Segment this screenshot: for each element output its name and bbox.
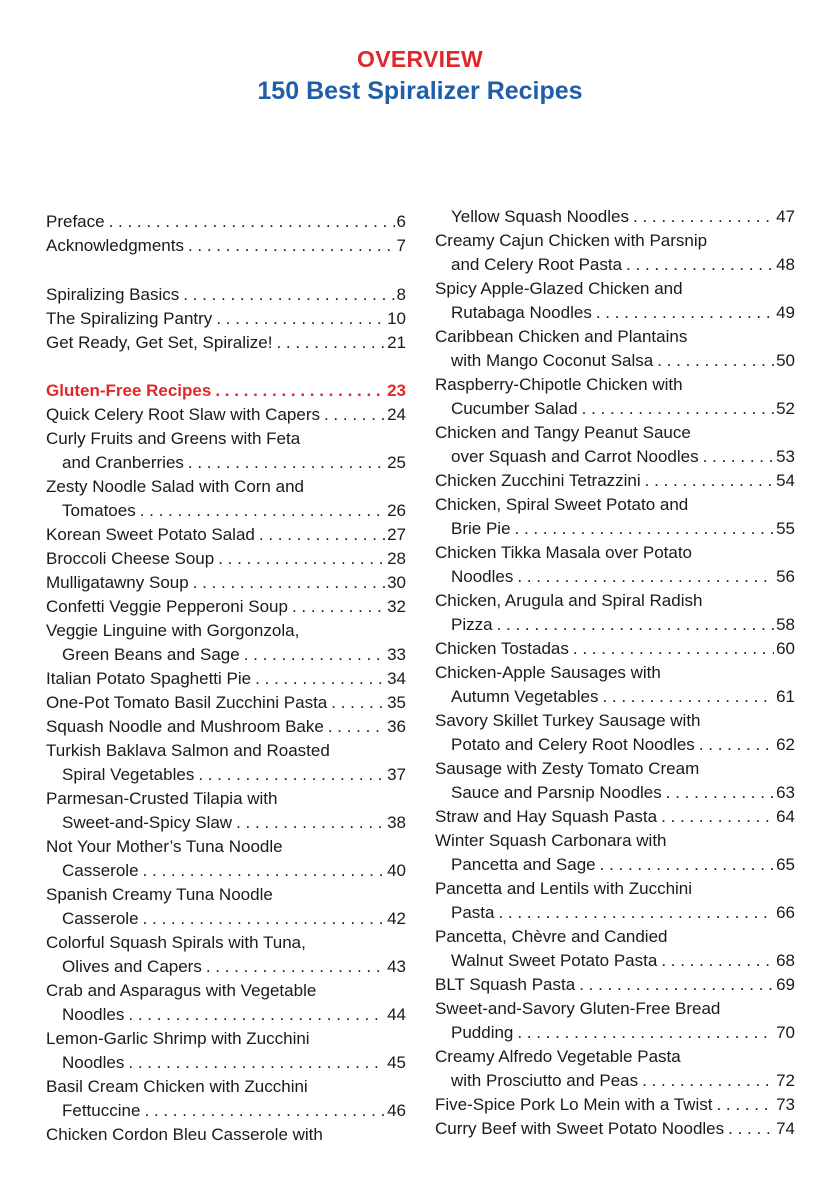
toc-page-number: 58 <box>776 615 795 634</box>
toc-entry-title: Pancetta, Chèvre and Candied <box>435 927 668 946</box>
toc-entry <box>435 469 795 493</box>
toc-page-number: 7 <box>396 236 406 255</box>
toc-entry-title: Raspberry-Chipotle Chicken with <box>435 375 683 394</box>
toc-entry <box>46 811 406 835</box>
dot-leader <box>188 451 385 475</box>
toc-entry-title: Pancetta and Lentils with Zucchini <box>435 879 693 898</box>
toc-entry <box>435 781 795 805</box>
dot-leader <box>661 805 774 829</box>
dot-leader <box>596 301 774 325</box>
dot-leader <box>216 307 385 331</box>
toc-entry <box>435 1021 795 1045</box>
toc-entry-title: Chicken and Tangy Peanut Sauce <box>435 423 691 442</box>
toc-entry-title: The Spiralizing Pantry <box>46 309 213 328</box>
dot-leader <box>633 205 774 229</box>
toc-page-number: 30 <box>387 573 406 592</box>
toc-page-number: 42 <box>387 909 406 928</box>
toc-page-number: 48 <box>776 255 795 274</box>
toc-entry <box>435 421 795 445</box>
dot-leader <box>128 1051 385 1075</box>
dot-leader <box>498 901 774 925</box>
toc-page-number: 43 <box>387 957 406 976</box>
toc-entry-title: Straw and Hay Squash Pasta <box>435 807 658 826</box>
toc-entry-title: Squash Noodle and Mushroom Bake <box>46 717 324 736</box>
page-header <box>0 44 840 108</box>
toc-page-number: 38 <box>387 813 406 832</box>
toc-entry-title: Sauce and Parsnip Noodles <box>451 783 662 802</box>
toc-entry <box>435 973 795 997</box>
toc-entry-title: Rutabaga Noodles <box>451 303 592 322</box>
toc-entry <box>435 661 795 685</box>
toc-entry <box>46 523 406 547</box>
toc-entry-title: Yellow Squash Noodles <box>451 207 629 226</box>
toc-entry-title: Winter Squash Carbonara with <box>435 831 667 850</box>
toc-entry <box>435 349 795 373</box>
dot-leader <box>144 1099 385 1123</box>
book-title: 150 Best Spiralizer Recipes <box>257 77 583 105</box>
dot-leader <box>626 253 774 277</box>
toc-page-number: 34 <box>387 669 406 688</box>
toc-entry-title: Chicken Tikka Masala over Potato <box>435 543 693 562</box>
toc-entry-title: Mulligatawny Soup <box>46 573 189 592</box>
toc-entry <box>435 565 795 589</box>
toc-page-number: 55 <box>776 519 795 538</box>
toc-entry-title: Pancetta and Sage <box>451 855 596 874</box>
dot-leader <box>728 1117 774 1141</box>
dot-leader <box>140 499 385 523</box>
dot-leader <box>206 955 385 979</box>
toc-entry-title: Turkish Baklava Salmon and Roasted <box>46 741 330 760</box>
toc-entry <box>46 499 406 523</box>
dot-leader <box>703 445 774 469</box>
toc-entry <box>46 547 406 571</box>
dot-leader <box>600 853 774 877</box>
toc-entry <box>435 373 795 397</box>
toc-entry <box>46 763 406 787</box>
toc-entry <box>435 1069 795 1093</box>
toc-page-number: 26 <box>387 501 406 520</box>
toc-entry-title: Creamy Alfredo Vegetable Pasta <box>435 1047 681 1066</box>
toc-page-number: 23 <box>387 381 406 400</box>
toc-entry <box>435 829 795 853</box>
dot-leader <box>143 859 386 883</box>
toc-page-number: 25 <box>387 453 406 472</box>
toc-page-number: 46 <box>387 1101 406 1120</box>
dot-leader <box>109 210 395 234</box>
toc-entry <box>46 451 406 475</box>
toc-entry-title: Casserole <box>62 909 139 928</box>
toc-entry <box>46 210 406 234</box>
toc-page-number: 27 <box>387 525 406 544</box>
dot-leader <box>236 811 385 835</box>
toc-page-number: 62 <box>776 735 795 754</box>
toc-entry <box>46 835 406 859</box>
toc-entry-title: Basil Cream Chicken with Zucchini <box>46 1077 308 1096</box>
toc-entry-title: Not Your Mother’s Tuna Noodle <box>46 837 283 856</box>
dot-leader <box>255 667 385 691</box>
toc-entry <box>435 541 795 565</box>
dot-leader <box>582 397 774 421</box>
dot-leader <box>661 949 774 973</box>
toc-page-number: 35 <box>387 693 406 712</box>
toc-entry <box>435 253 795 277</box>
toc-entry-title: with Prosciutto and Peas <box>451 1071 639 1090</box>
toc-entry-title: and Cranberries <box>62 453 184 472</box>
toc-page-number: 40 <box>387 861 406 880</box>
toc-entry <box>435 397 795 421</box>
dot-leader <box>198 763 385 787</box>
toc-page-number: 74 <box>776 1119 795 1138</box>
toc-entry <box>435 325 795 349</box>
toc-entry-title: Korean Sweet Potato Salad <box>46 525 255 544</box>
toc-page-number: 70 <box>776 1023 795 1042</box>
toc-entry-title: Chicken, Spiral Sweet Potato and <box>435 495 689 514</box>
toc-page-number: 72 <box>776 1071 795 1090</box>
toc-entry-title: Autumn Vegetables <box>451 687 599 706</box>
dot-leader <box>218 547 385 571</box>
toc-entry <box>46 1123 406 1147</box>
toc-page-number: 60 <box>776 639 795 658</box>
toc-entry <box>435 709 795 733</box>
toc-entry <box>435 925 795 949</box>
dot-leader <box>143 907 386 931</box>
toc-entry <box>46 739 406 763</box>
toc-page-number: 68 <box>776 951 795 970</box>
toc-entry <box>46 787 406 811</box>
toc-entry-title: Zesty Noodle Salad with Corn and <box>46 477 304 496</box>
toc-entry <box>435 589 795 613</box>
toc-entry-title: Noodles <box>451 567 514 586</box>
toc-entry <box>46 643 406 667</box>
toc-entry <box>46 955 406 979</box>
toc-entry-title: Spicy Apple-Glazed Chicken and <box>435 279 683 298</box>
toc-page-number: 69 <box>776 975 795 994</box>
toc-entry-title: Pudding <box>451 1023 514 1042</box>
toc-entry <box>46 571 406 595</box>
dot-leader <box>716 1093 774 1117</box>
toc-entry-title: Five-Spice Pork Lo Mein with a Twist <box>435 1095 713 1114</box>
toc-page-number: 63 <box>776 783 795 802</box>
toc-section-heading <box>46 379 406 403</box>
toc-entry-title: Brie Pie <box>451 519 511 538</box>
toc-entry <box>435 277 795 301</box>
toc-entry <box>46 307 406 331</box>
toc-entry-title: Parmesan-Crusted Tilapia with <box>46 789 278 808</box>
dot-leader <box>573 637 774 661</box>
dot-leader <box>517 565 774 589</box>
toc-entry <box>435 229 795 253</box>
toc-entry <box>435 1117 795 1141</box>
toc-entry <box>46 619 406 643</box>
toc-entry <box>435 1093 795 1117</box>
toc-page-number: 64 <box>776 807 795 826</box>
toc-page-number: 56 <box>776 567 795 586</box>
toc-entry-title: Lemon-Garlic Shrimp with Zucchini <box>46 1029 310 1048</box>
dot-leader <box>259 523 385 547</box>
toc-entry-title: Caribbean Chicken and Plantains <box>435 327 688 346</box>
toc-entry <box>46 715 406 739</box>
toc-entry <box>435 613 795 637</box>
dot-leader <box>331 691 385 715</box>
toc-entry-title: Noodles <box>62 1053 125 1072</box>
toc-entry-title: Potato and Celery Root Noodles <box>451 735 695 754</box>
toc-entry-title: Colorful Squash Spirals with Tuna, <box>46 933 306 952</box>
dot-leader <box>244 643 385 667</box>
toc-page-number: 33 <box>387 645 406 664</box>
toc-entry-title: Crab and Asparagus with Vegetable <box>46 981 317 1000</box>
toc-entry-title: Gluten-Free Recipes <box>46 381 212 400</box>
toc-entry <box>435 685 795 709</box>
toc-entry-title: Chicken Cordon Bleu Casserole with <box>46 1125 323 1144</box>
toc-entry-title: Walnut Sweet Potato Pasta <box>451 951 658 970</box>
dot-leader <box>328 715 385 739</box>
toc-entry <box>46 403 406 427</box>
overview-heading: OVERVIEW <box>357 46 483 72</box>
toc-entry-title: Spiralizing Basics <box>46 285 180 304</box>
toc-entry-title: and Celery Root Pasta <box>451 255 623 274</box>
toc-entry <box>435 301 795 325</box>
toc-entry-title: Preface <box>46 212 105 231</box>
toc-entry-title: Noodles <box>62 1005 125 1024</box>
toc-page-number: 47 <box>776 207 795 226</box>
toc-page-number: 65 <box>776 855 795 874</box>
toc-entry <box>435 757 795 781</box>
dot-leader <box>183 283 394 307</box>
dot-leader <box>515 517 775 541</box>
toc-entry <box>46 979 406 1003</box>
toc-entry-title: Sweet-and-Savory Gluten-Free Bread <box>435 999 721 1018</box>
dot-leader <box>497 613 775 637</box>
toc-entry <box>46 595 406 619</box>
toc-page-number: 44 <box>387 1005 406 1024</box>
toc-entry-title: Creamy Cajun Chicken with Parsnip <box>435 231 708 250</box>
toc-entry <box>46 1027 406 1051</box>
toc-entry <box>46 667 406 691</box>
toc-entry <box>435 445 795 469</box>
toc-entry-title: Pasta <box>451 903 495 922</box>
toc-page-number: 10 <box>387 309 406 328</box>
toc-entry <box>46 1003 406 1027</box>
toc-entry-title: Quick Celery Root Slaw with Capers <box>46 405 320 424</box>
toc-entry-title: BLT Squash Pasta <box>435 975 576 994</box>
toc-page-number: 45 <box>387 1053 406 1072</box>
toc-entry-title: Italian Potato Spaghetti Pie <box>46 669 252 688</box>
toc-page-number: 8 <box>396 285 406 304</box>
toc-entry-title: Chicken Tostadas <box>435 639 569 658</box>
toc-entry <box>435 877 795 901</box>
toc-entry-title: Olives and Capers <box>62 957 202 976</box>
toc-entry-title: Chicken, Arugula and Spiral Radish <box>435 591 703 610</box>
toc-entry-title: Broccoli Cheese Soup <box>46 549 215 568</box>
toc-entry-title: Chicken-Apple Sausages with <box>435 663 661 682</box>
toc-entry-title: over Squash and Carrot Noodles <box>451 447 699 466</box>
dot-leader <box>188 234 395 258</box>
toc-entry-title: Acknowledgments <box>46 236 184 255</box>
dot-leader <box>645 469 774 493</box>
toc-entry <box>46 691 406 715</box>
toc-entry-title: Get Ready, Get Set, Spiralize! <box>46 333 273 352</box>
toc-entry-title: Curry Beef with Sweet Potato Noodles <box>435 1119 725 1138</box>
toc-entry-title: Fettuccine <box>62 1101 141 1120</box>
dot-leader <box>579 973 774 997</box>
toc-page-number: 61 <box>776 687 795 706</box>
toc-entry <box>435 901 795 925</box>
toc-entry <box>46 331 406 355</box>
toc-entry <box>435 997 795 1021</box>
toc-page-number: 49 <box>776 303 795 322</box>
toc-entry <box>46 859 406 883</box>
toc-entry-title: Chicken Zucchini Tetrazzini <box>435 471 641 490</box>
dot-leader <box>193 571 385 595</box>
dot-leader <box>642 1069 774 1093</box>
toc-entry-title: with Mango Coconut Salsa <box>451 351 654 370</box>
toc-entry <box>435 733 795 757</box>
toc-entry-title: Tomatoes <box>62 501 136 520</box>
toc-entry <box>435 493 795 517</box>
toc-page-number: 36 <box>387 717 406 736</box>
dot-leader <box>699 733 774 757</box>
dot-leader <box>657 349 774 373</box>
toc-entry <box>46 1099 406 1123</box>
toc-entry-title: Savory Skillet Turkey Sausage with <box>435 711 701 730</box>
toc-page-number: 6 <box>396 212 406 231</box>
toc-entry-title: Sweet-and-Spicy Slaw <box>62 813 233 832</box>
toc-page-number: 37 <box>387 765 406 784</box>
toc-entry <box>46 427 406 451</box>
dot-leader <box>276 331 385 355</box>
dot-leader <box>292 595 385 619</box>
toc-entry <box>435 1045 795 1069</box>
toc-entry <box>46 883 406 907</box>
toc-entry <box>435 805 795 829</box>
toc-page-number: 54 <box>776 471 795 490</box>
toc-entry-title: One-Pot Tomato Basil Zucchini Pasta <box>46 693 328 712</box>
toc-entry <box>46 234 406 258</box>
dot-leader <box>215 379 385 403</box>
toc-entry-title: Confetti Veggie Pepperoni Soup <box>46 597 288 616</box>
toc-entry <box>435 637 795 661</box>
toc-entry <box>46 1051 406 1075</box>
toc-entry <box>435 517 795 541</box>
dot-leader <box>128 1003 385 1027</box>
toc-entry <box>435 205 795 229</box>
toc-page-number: 53 <box>776 447 795 466</box>
dot-leader <box>602 685 774 709</box>
toc-entry <box>46 475 406 499</box>
toc-entry-title: Curly Fruits and Greens with Feta <box>46 429 301 448</box>
toc-entry <box>46 283 406 307</box>
toc-entry-title: Green Beans and Sage <box>62 645 240 664</box>
toc-entry-title: Spiral Vegetables <box>62 765 195 784</box>
toc-page-number: 28 <box>387 549 406 568</box>
toc-entry-title: Veggie Linguine with Gorgonzola, <box>46 621 300 640</box>
toc-page-number: 66 <box>776 903 795 922</box>
toc-entry-title: Spanish Creamy Tuna Noodle <box>46 885 273 904</box>
toc-entry <box>46 907 406 931</box>
toc-page-number: 21 <box>387 333 406 352</box>
toc-entry-title: Casserole <box>62 861 139 880</box>
dot-leader <box>517 1021 774 1045</box>
dot-leader <box>666 781 774 805</box>
toc-page-number: 73 <box>776 1095 795 1114</box>
toc-entry <box>435 853 795 877</box>
toc-entry-title: Cucumber Salad <box>451 399 578 418</box>
toc-entry <box>46 931 406 955</box>
toc-entry-title: Sausage with Zesty Tomato Cream <box>435 759 700 778</box>
toc-entry <box>435 949 795 973</box>
toc-page-number: 24 <box>387 405 406 424</box>
toc-page-number: 32 <box>387 597 406 616</box>
toc-page-number: 50 <box>776 351 795 370</box>
toc-entry-title: Pizza <box>451 615 493 634</box>
toc-page-number: 52 <box>776 399 795 418</box>
toc-entry <box>46 1075 406 1099</box>
dot-leader <box>324 403 385 427</box>
